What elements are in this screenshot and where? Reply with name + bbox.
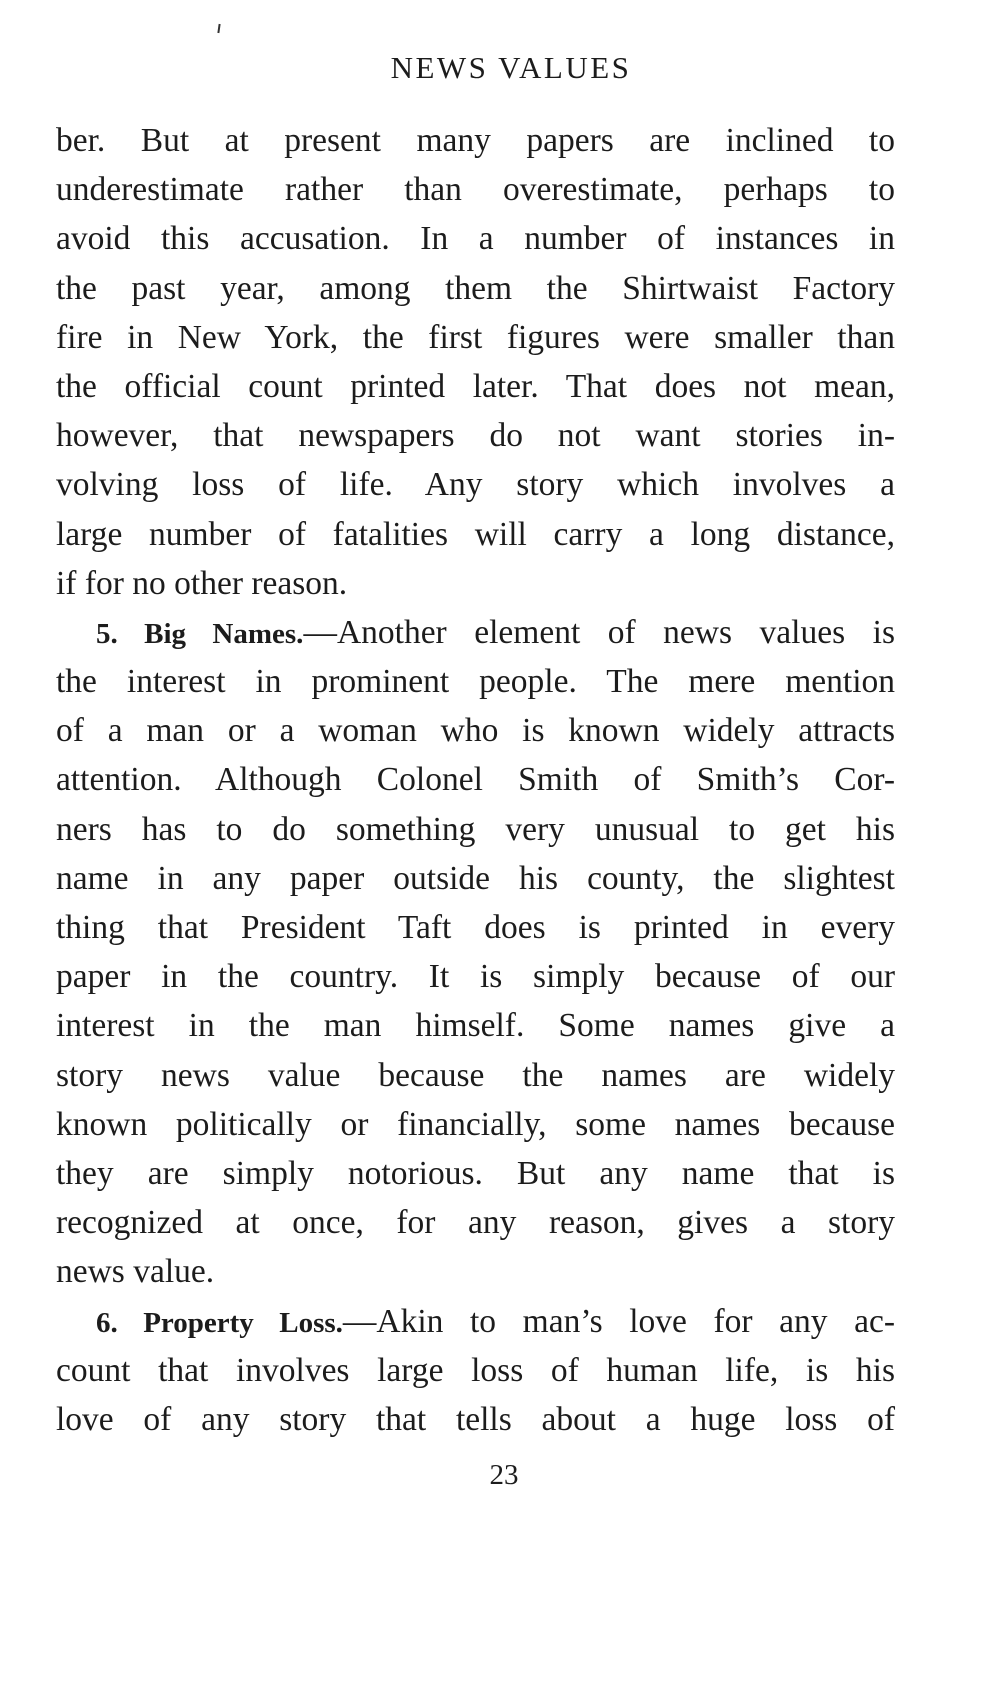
section-heading-property-loss: 6. Property Loss. xyxy=(96,1306,343,1339)
text-line: count that involves large loss of human life, is his xyxy=(56,1351,895,1389)
text-line: they are simply notorious. But any name that is xyxy=(56,1154,895,1192)
page-number: 23 xyxy=(489,1459,519,1491)
text-line: interest in the man himself. Some names give a xyxy=(56,1007,895,1045)
text-line: ners has to do something very unusual to get his xyxy=(56,810,895,848)
section-first-line xyxy=(56,1297,895,1346)
text-line: attention. Although Colonel Smith of Smith’s Cor- xyxy=(56,761,895,799)
text-line: the official count printed later. That does not mean, xyxy=(56,367,895,405)
text-line: however, that newspapers do not want stories in- xyxy=(56,417,895,455)
running-head: NEWS VALUES xyxy=(390,50,632,85)
text-line: thing that President Taft does is printed in every xyxy=(56,909,895,946)
text-line: ber. But at present many papers are inclined to xyxy=(56,122,895,159)
text-line: the past year, among them the Shirtwaist Factory xyxy=(56,269,895,307)
text-line: fire in New York, the first figures were smaller than xyxy=(56,318,895,356)
text-line: the interest in prominent people. The mere mention xyxy=(56,663,895,701)
text-line: underestimate rather than overestimate, perhaps to xyxy=(56,171,895,209)
text-line: recognized at once, for any reason, gives a story xyxy=(56,1204,895,1242)
text-line: story news value because the names are widely xyxy=(56,1056,895,1094)
text-line: news value. xyxy=(56,1253,215,1291)
text-line: of a man or a woman who is known widely attracts xyxy=(56,712,895,750)
text-line: avoid this accusation. In a number of instances in xyxy=(56,220,895,258)
text-line: name in any paper outside his county, the slightest xyxy=(56,859,895,897)
text-line: love of any story that tells about a huge loss of xyxy=(56,1400,895,1438)
section-first-line xyxy=(56,608,895,657)
print-speck xyxy=(217,24,220,33)
section-first-line-text: —Akin to man’s love for any ac- xyxy=(342,1302,895,1340)
text-line: paper in the country. It is simply because of our xyxy=(56,958,895,996)
text-line: large number of fatalities will carry a long distance, xyxy=(56,515,895,553)
section-first-line-text: —Another element of news values is xyxy=(303,613,895,651)
section-heading-big-names: 5. Big Names. xyxy=(96,617,304,650)
text-line: volving loss of life. Any story which involves a xyxy=(56,466,895,504)
text-line: if for no other reason. xyxy=(56,564,348,602)
body-text xyxy=(56,116,895,1444)
text-line: known politically or financially, some names because xyxy=(56,1105,895,1143)
